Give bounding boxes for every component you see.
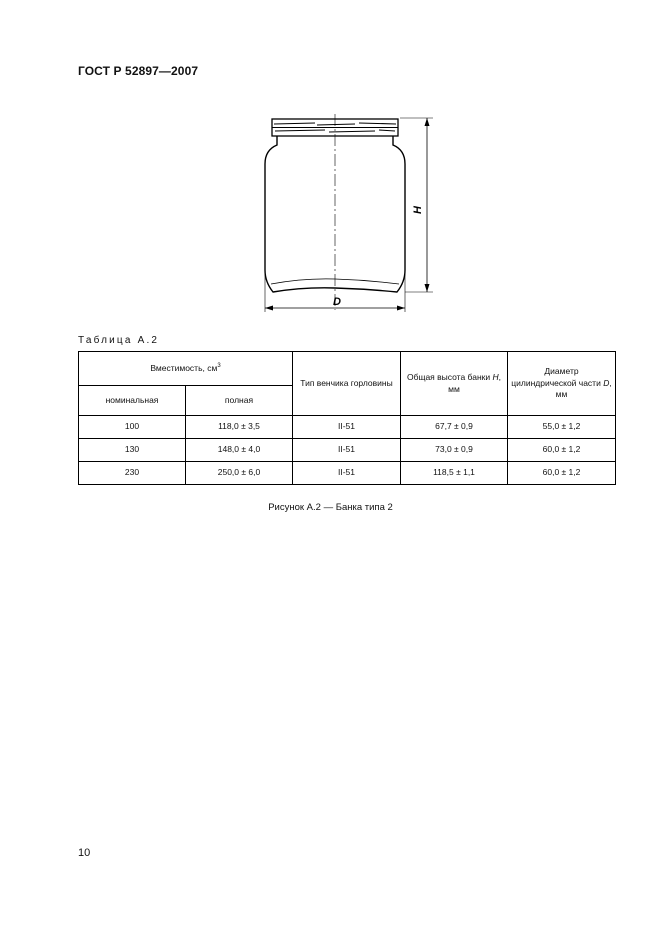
- table-row: [79, 416, 616, 439]
- header-height: Общая высота банки H, мм: [401, 352, 508, 416]
- cell-neck: II-51: [293, 439, 401, 462]
- cell-full: 148,0 ± 4,0: [186, 439, 293, 462]
- jar-drawing: [255, 112, 445, 317]
- cell-neck: II-51: [293, 416, 401, 439]
- table-caption: Таблица А.2: [78, 335, 160, 346]
- diameter-arrow-left: [265, 306, 273, 311]
- cell-diameter: 55,0 ± 1,2: [508, 416, 616, 439]
- height-arrow-bottom: [425, 284, 430, 292]
- diameter-arrow-right: [397, 306, 405, 311]
- capacity-unit-superscript: 3: [217, 363, 221, 370]
- header-capacity: Вместимость, $см^3$: [79, 352, 293, 386]
- header-neck-type: Тип венчика горловины: [293, 352, 401, 416]
- cell-full: 250,0 ± 6,0: [186, 462, 293, 485]
- header-full: полная: [186, 386, 293, 416]
- cell-height: 67,7 ± 0,9: [401, 416, 508, 439]
- header-diameter: Диаметр цилиндрической части D, мм: [508, 352, 616, 416]
- height-arrow-top: [425, 118, 430, 126]
- cell-diameter: 60,0 ± 1,2: [508, 462, 616, 485]
- diameter-label: D: [333, 296, 341, 308]
- jar-spec-table: [78, 351, 616, 485]
- document-header-code: ГОСТ Р 52897—2007: [78, 64, 199, 78]
- cell-neck: II-51: [293, 462, 401, 485]
- cell-height: 73,0 ± 0,9: [401, 439, 508, 462]
- cell-height: 118,5 ± 1,1: [401, 462, 508, 485]
- cell-diameter: 60,0 ± 1,2: [508, 439, 616, 462]
- cell-nominal: 100: [79, 416, 186, 439]
- table-row: [79, 439, 616, 462]
- figure-caption: Рисунок А.2 — Банка типа 2: [268, 502, 393, 513]
- header-nominal: номинальная: [79, 386, 186, 416]
- table-row: [79, 462, 616, 485]
- cell-full: 118,0 ± 3,5: [186, 416, 293, 439]
- page-number: 10: [78, 847, 91, 859]
- cell-nominal: 130: [79, 439, 186, 462]
- height-label: H: [412, 206, 424, 214]
- cell-nominal: 230: [79, 462, 186, 485]
